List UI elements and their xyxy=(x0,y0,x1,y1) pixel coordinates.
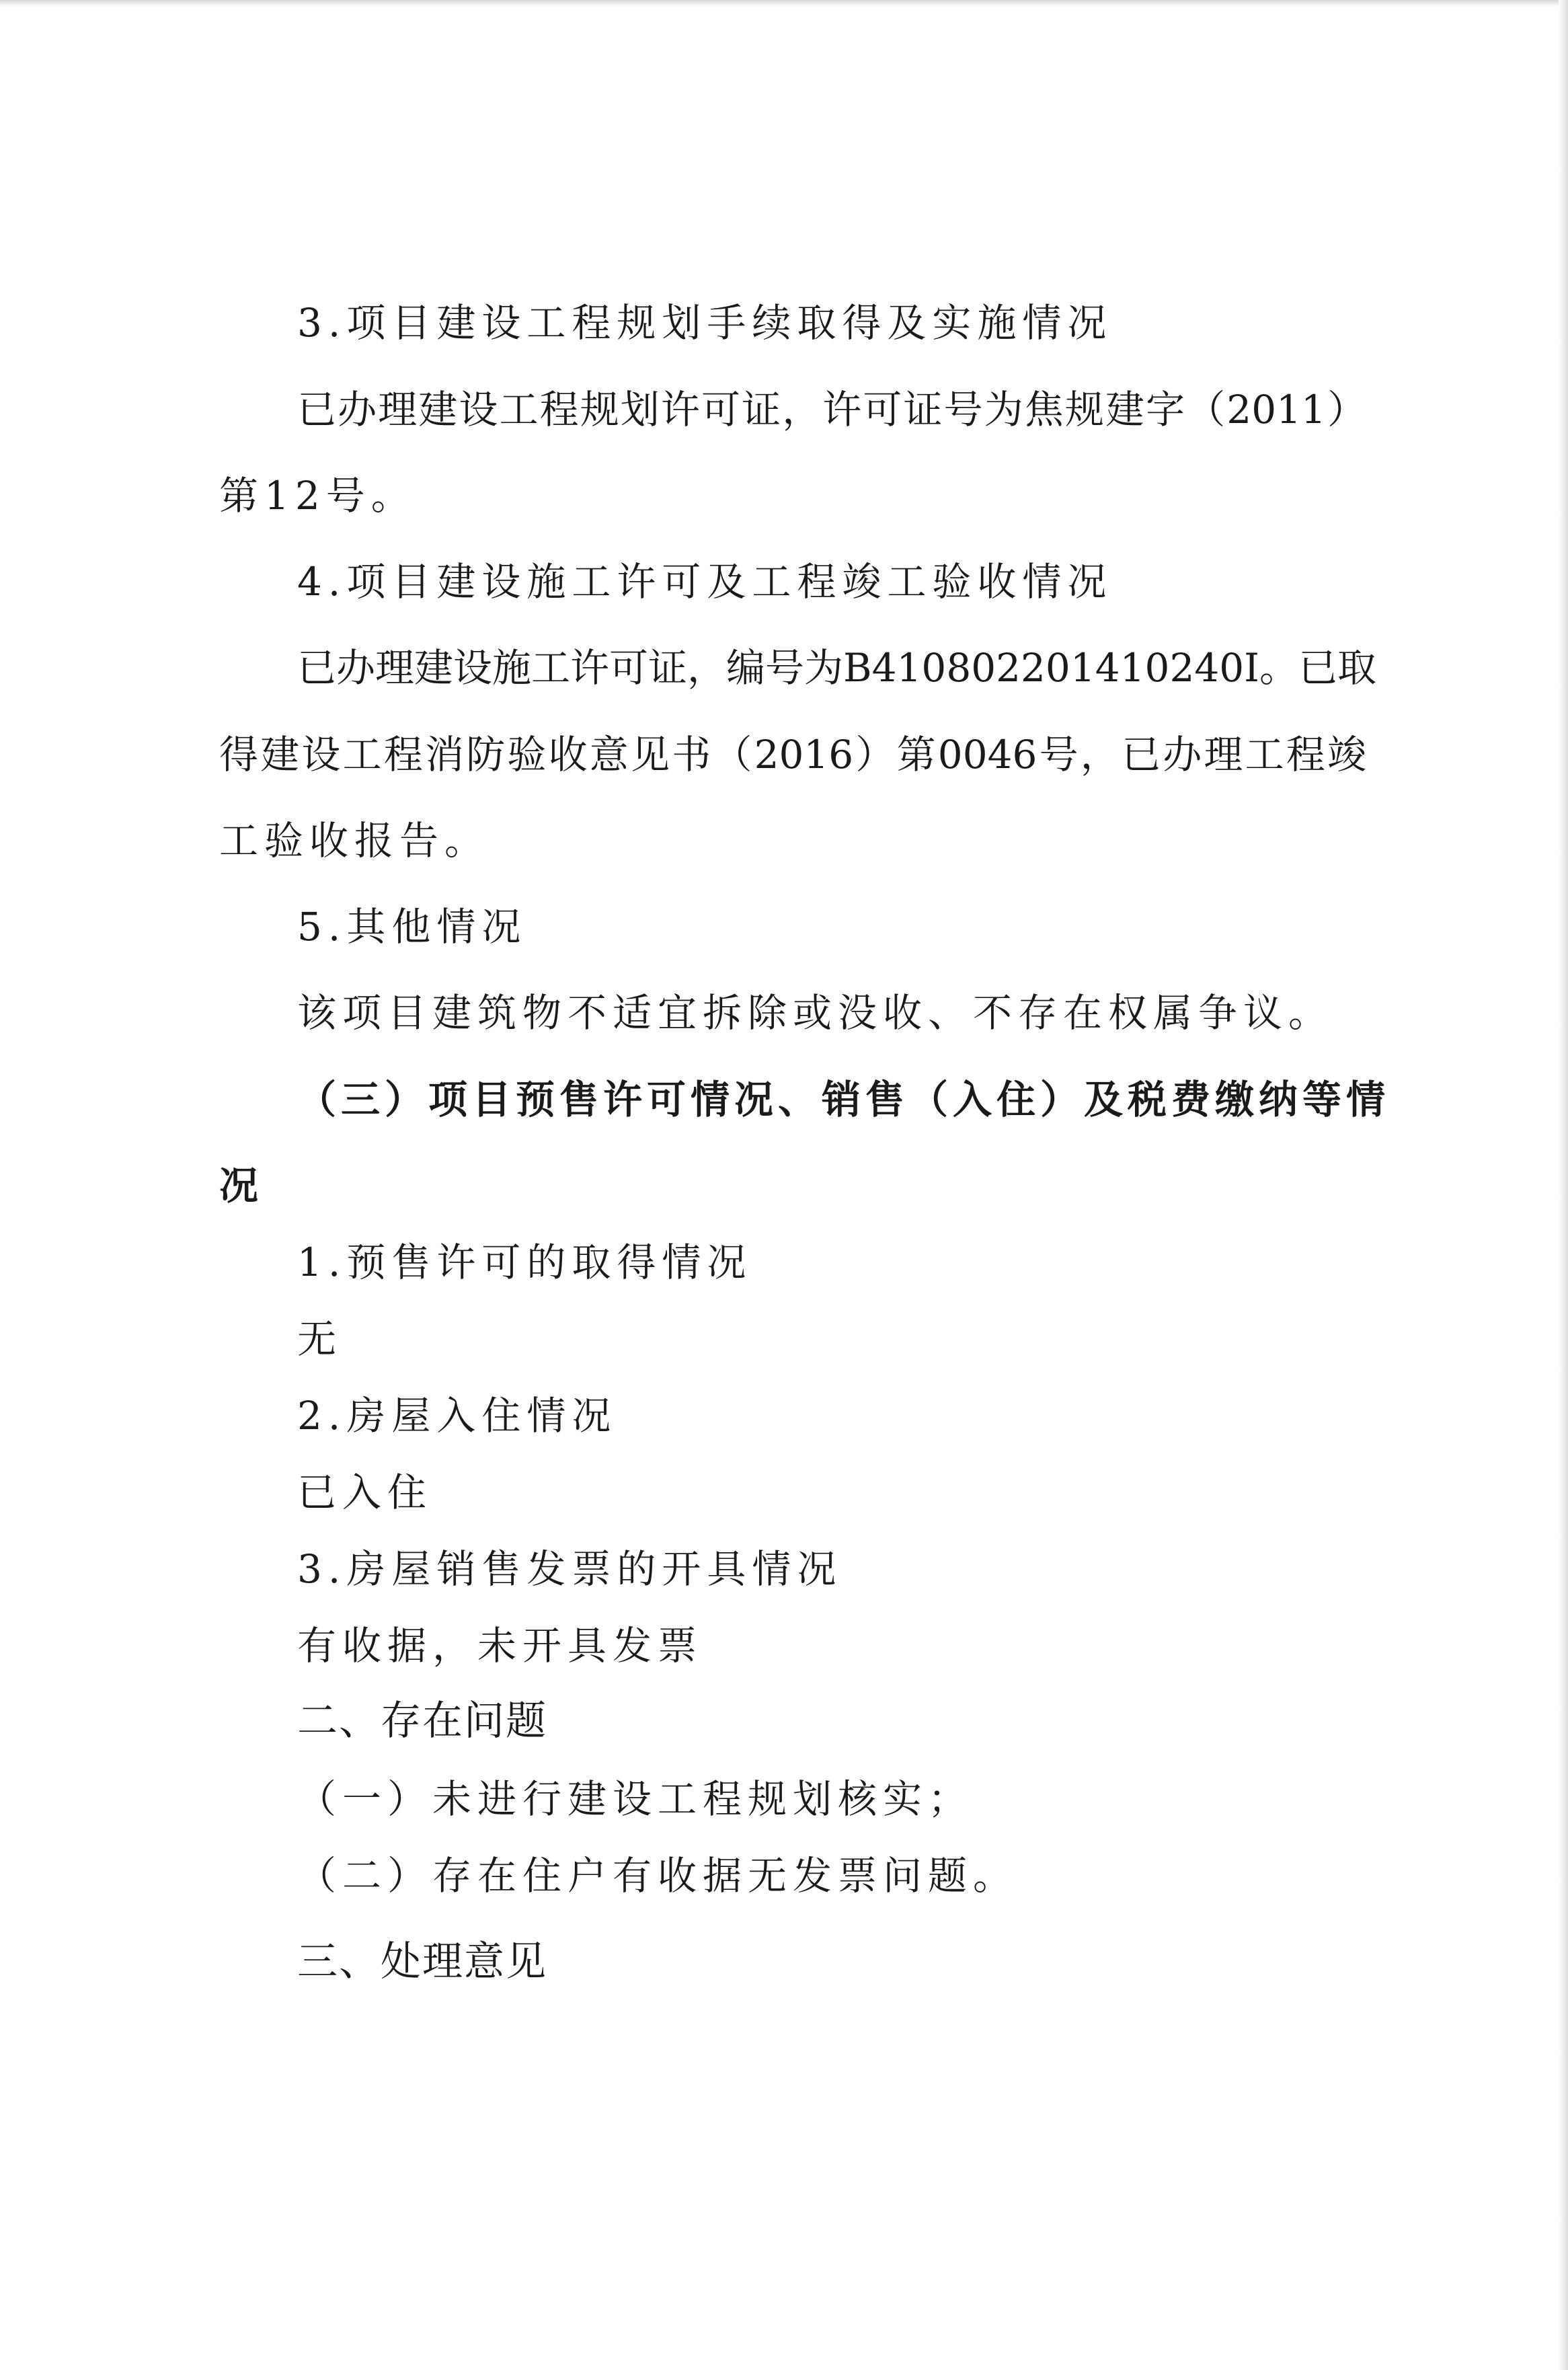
paragraph-line: 得建设工程消防验收意见书（2016）第0046号，已办理工程竣 xyxy=(219,732,1366,777)
paragraph-line: 该项目建筑物不适宜拆除或没收、不存在权属争议。 xyxy=(297,990,1334,1036)
subitem-2-value: 已入住 xyxy=(297,1469,433,1515)
subitem-2-heading: 2.房屋入住情况 xyxy=(297,1393,617,1439)
section-3-heading-cont: 况 xyxy=(219,1163,264,1209)
issue-1: （一）未进行建设工程规划核实； xyxy=(297,1776,974,1822)
issue-2: （二）存在住户有收据无发票问题。 xyxy=(297,1853,1019,1899)
subitem-3-value: 有收据，未开具发票 xyxy=(297,1623,703,1669)
paragraph-line: 第12号。 xyxy=(219,473,416,519)
scan-edge-top xyxy=(0,0,1568,7)
subitem-3-heading: 3.房屋销售发票的开具情况 xyxy=(297,1546,842,1592)
item-5-heading: 5.其他情况 xyxy=(297,904,527,950)
paragraph-line: 工验收报告。 xyxy=(219,818,490,864)
section-three-title: 三、处理意见 xyxy=(297,1938,547,1985)
section-two-title: 二、存在问题 xyxy=(297,1697,547,1745)
subitem-1-value: 无 xyxy=(297,1316,343,1362)
paragraph-line: 已办理建设工程规划许可证，许可证号为焦规建字（2011） xyxy=(297,387,1366,432)
item-4-heading: 4.项目建设施工许可及工程竣工验收情况 xyxy=(297,559,1113,605)
subitem-1-heading: 1.预售许可的取得情况 xyxy=(297,1239,752,1285)
scan-edge-right xyxy=(1559,0,1568,2370)
paragraph-line: 已办理建设施工许可证，编号为B410802201410240I。已取 xyxy=(297,645,1377,691)
section-3-heading: （三）项目预售许可情况、销售（入住）及税费缴纳等情 xyxy=(297,1077,1390,1122)
item-3-heading: 3.项目建设工程规划手续取得及实施情况 xyxy=(297,300,1113,346)
